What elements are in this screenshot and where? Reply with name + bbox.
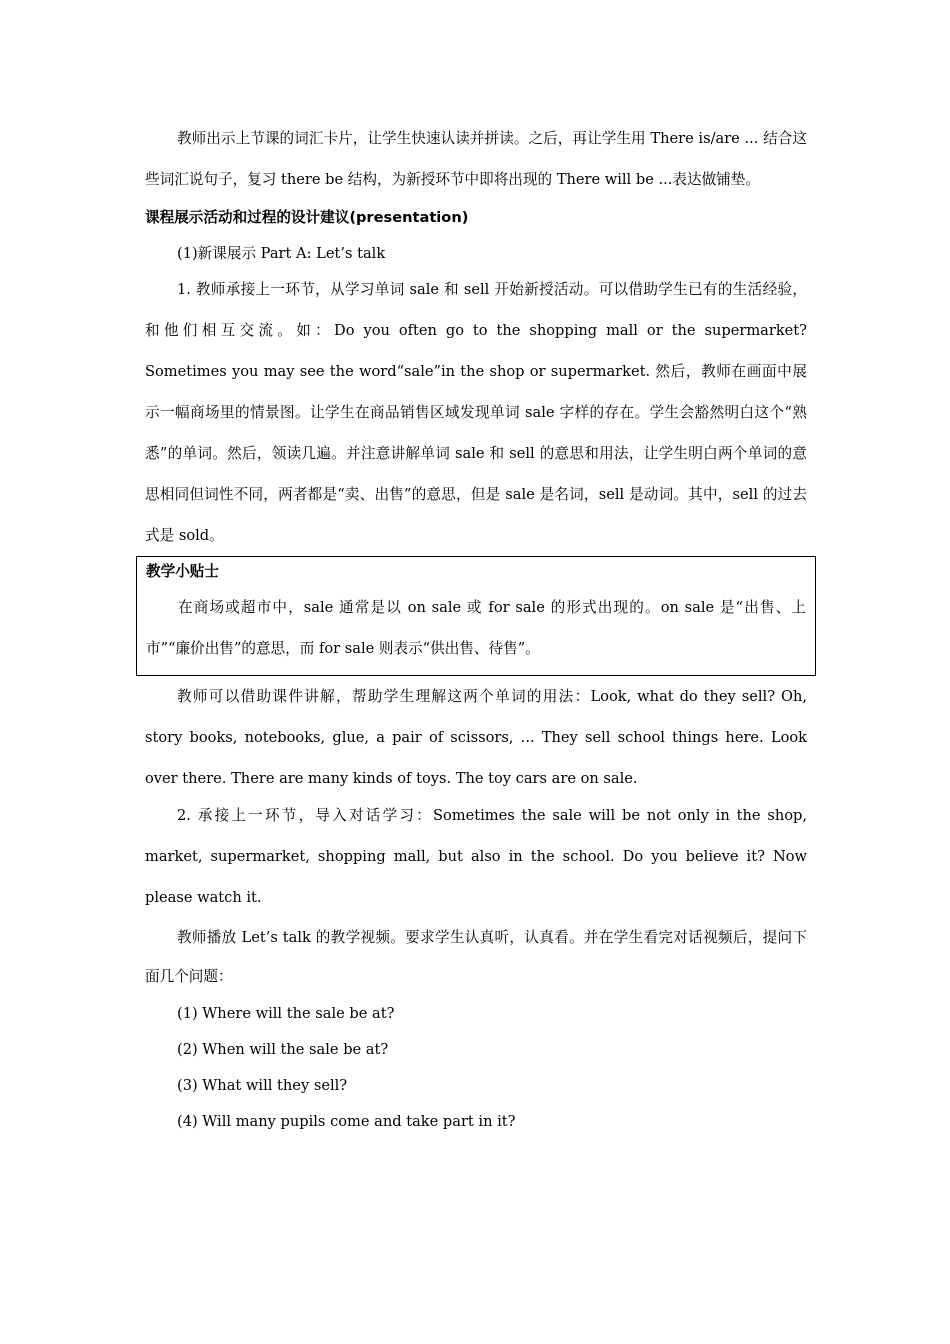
intro-paragraph: 教师出示上节课的词汇卡片，让学生快速认读并拼读。之后，再让学生用 There is/are ... 结合这些词汇说句子，复习 there be 结构，为新授环节中即将出现的 There will be ...表达做铺垫。 [145,130,807,188]
video-paragraph: 教师播放 Let’s talk 的教学视频。要求学生认真听，认真看。并在学生看完对话视频后，提问下面几个问题： [145,929,807,985]
question-item: (1) Where will the sale be at? [177,1005,395,1022]
question-item: (4) Will many pupils come and take part in it? [177,1113,516,1130]
question-item: (2) When will the sale be at? [177,1041,389,1058]
teaching-tip-title: 教学小贴士 [146,563,219,580]
teaching-tip-box [136,556,816,676]
document-page [145,118,807,1140]
courseware-paragraph: 教师可以借助课件讲解，帮助学生理解这两个单词的用法：Look, what do they sell? Oh, story books, notebooks, glue, a pair of scissors, ... They sell school things here. Look over there. There are many kinds of toys. The toy cars are on sale. [145,688,807,787]
question-list [145,996,807,1140]
question-item: (3) What will they sell? [177,1077,348,1094]
step2-paragraph: 2. 承接上一环节，导入对话学习：Sometimes the sale will be not only in the shop, market, supermarket, shopping mall, but also in the school. Do you believe it? Now please watch it. [145,807,807,906]
subsection-title: (1)新课展示 Part A: Let’s talk [177,245,386,262]
section-heading: 课程展示活动和过程的设计建议(presentation) [145,209,469,226]
teaching-tip-text: 在商场或超市中，sale 通常是以 on sale 或 for sale 的形式出现的。on sale 是“出售、上市”“廉价出售”的意思，而 for sale 则表示“供出售、待售”。 [146,599,806,657]
step1-paragraph: 1. 教师承接上一环节，从学习单词 sale 和 sell 开始新授活动。可以借助学生已有的生活经验，和他们相互交流。如：Do you often go to the shopping mall or the supermarket? Sometimes you may see the word“sale”in the shop or supermarket. 然后，教师在画面中展示一幅商场里的情景图。让学生在商品销售区域发现单词 sale 字样的存在。学生会豁然明白这个“熟悉”的单词。然后，领读几遍。并注意讲解单词 sale 和 sell 的意思和用法，让学生明白两个单词的意思相同但词性不同，两者都是“卖、出售”的意思，但是 sale 是名词，sell 是动词。其中，sell 的过去式是 sold。 [145,281,807,544]
